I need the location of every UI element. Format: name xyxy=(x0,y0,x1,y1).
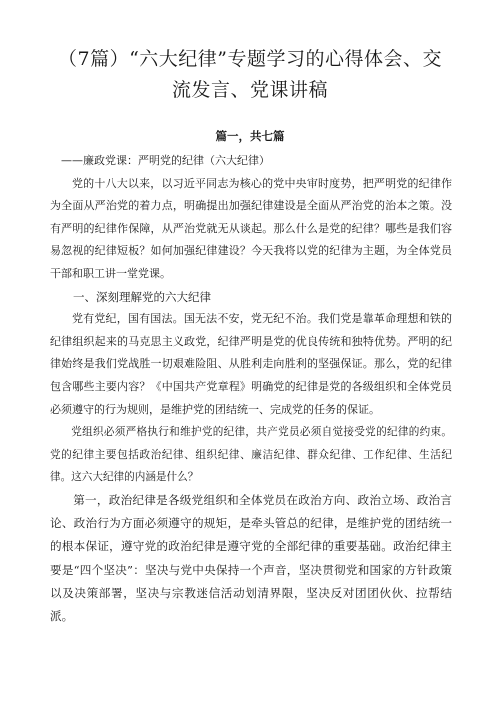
paragraph-six-disciplines: 党组织必须严格执行和维护党的纪律，共产党员必须自觉接受党的纪律的约束。党的纪律主要包括政治纪律、组织纪律、廉洁纪律、群众纪律、工作纪律、生活纪律。这六大纪律的内涵是什么？ xyxy=(50,426,452,484)
paragraph-party-discipline: 党有党纪，国有国法。国无法不安，党无纪不治。我们党是靠革命理想和铁的纪律组织起来的马克思主义政党，纪律严明是党的优良传统和独特优势。严明的纪律始终是我们党战胜一切艰难险阻、从胜利走向胜利的坚强保证。那么，党的纪律包含哪些主要内容？《中国共产党章程》明确党的纪律是党的各级组织和全体党员必须遵守的行为规则，是维护党的团结统一、完成党的任务的保证。 xyxy=(50,312,452,416)
document-body xyxy=(50,150,452,628)
paragraph-political-discipline: 第一，政治纪律是各级党组织和全体党员在政治方向、政治立场、政治言论、政治行为方面必须遵守的规矩，是牵头管总的纪律，是维护党的团结统一的根本保证，遵守党的政治纪律是遵守党的全部纪律的重要基础。政治纪律主要是“四个坚决”：坚决与党中央保持一个声音，坚决贯彻党和国家的方针政策以及决策部署，坚决与宗教迷信活动划清界限，坚决反对团团伙伙、拉帮结派。 xyxy=(50,492,452,623)
lecture-subtitle: ——廉政党课：严明党的纪律（六大纪律） xyxy=(61,154,270,167)
document-title: （7篇）“六大纪律”专题学习的心得体会、交流发言、党课讲稿 xyxy=(57,48,443,101)
paragraph-intro: 党的十八大以来，以习近平同志为核心的党中央审时度势，把严明党的纪律作为全面从严治党的着力点，明确提出加强纪律建设是全面从严治党的治本之策。没有严明的纪律作保障，从严治党就无从谈起。那么什么是党的纪律？哪些是我们容易忽视的纪律短板？如何加强纪律建设？今天我将以党的纪律为主题，为全体党员干部和职工讲一堂党课。 xyxy=(50,176,452,280)
heading-understand-six-disciplines: 一、深刻理解党的六大纪律 xyxy=(73,289,211,304)
section-heading: 篇一，共七篇 xyxy=(215,129,285,143)
